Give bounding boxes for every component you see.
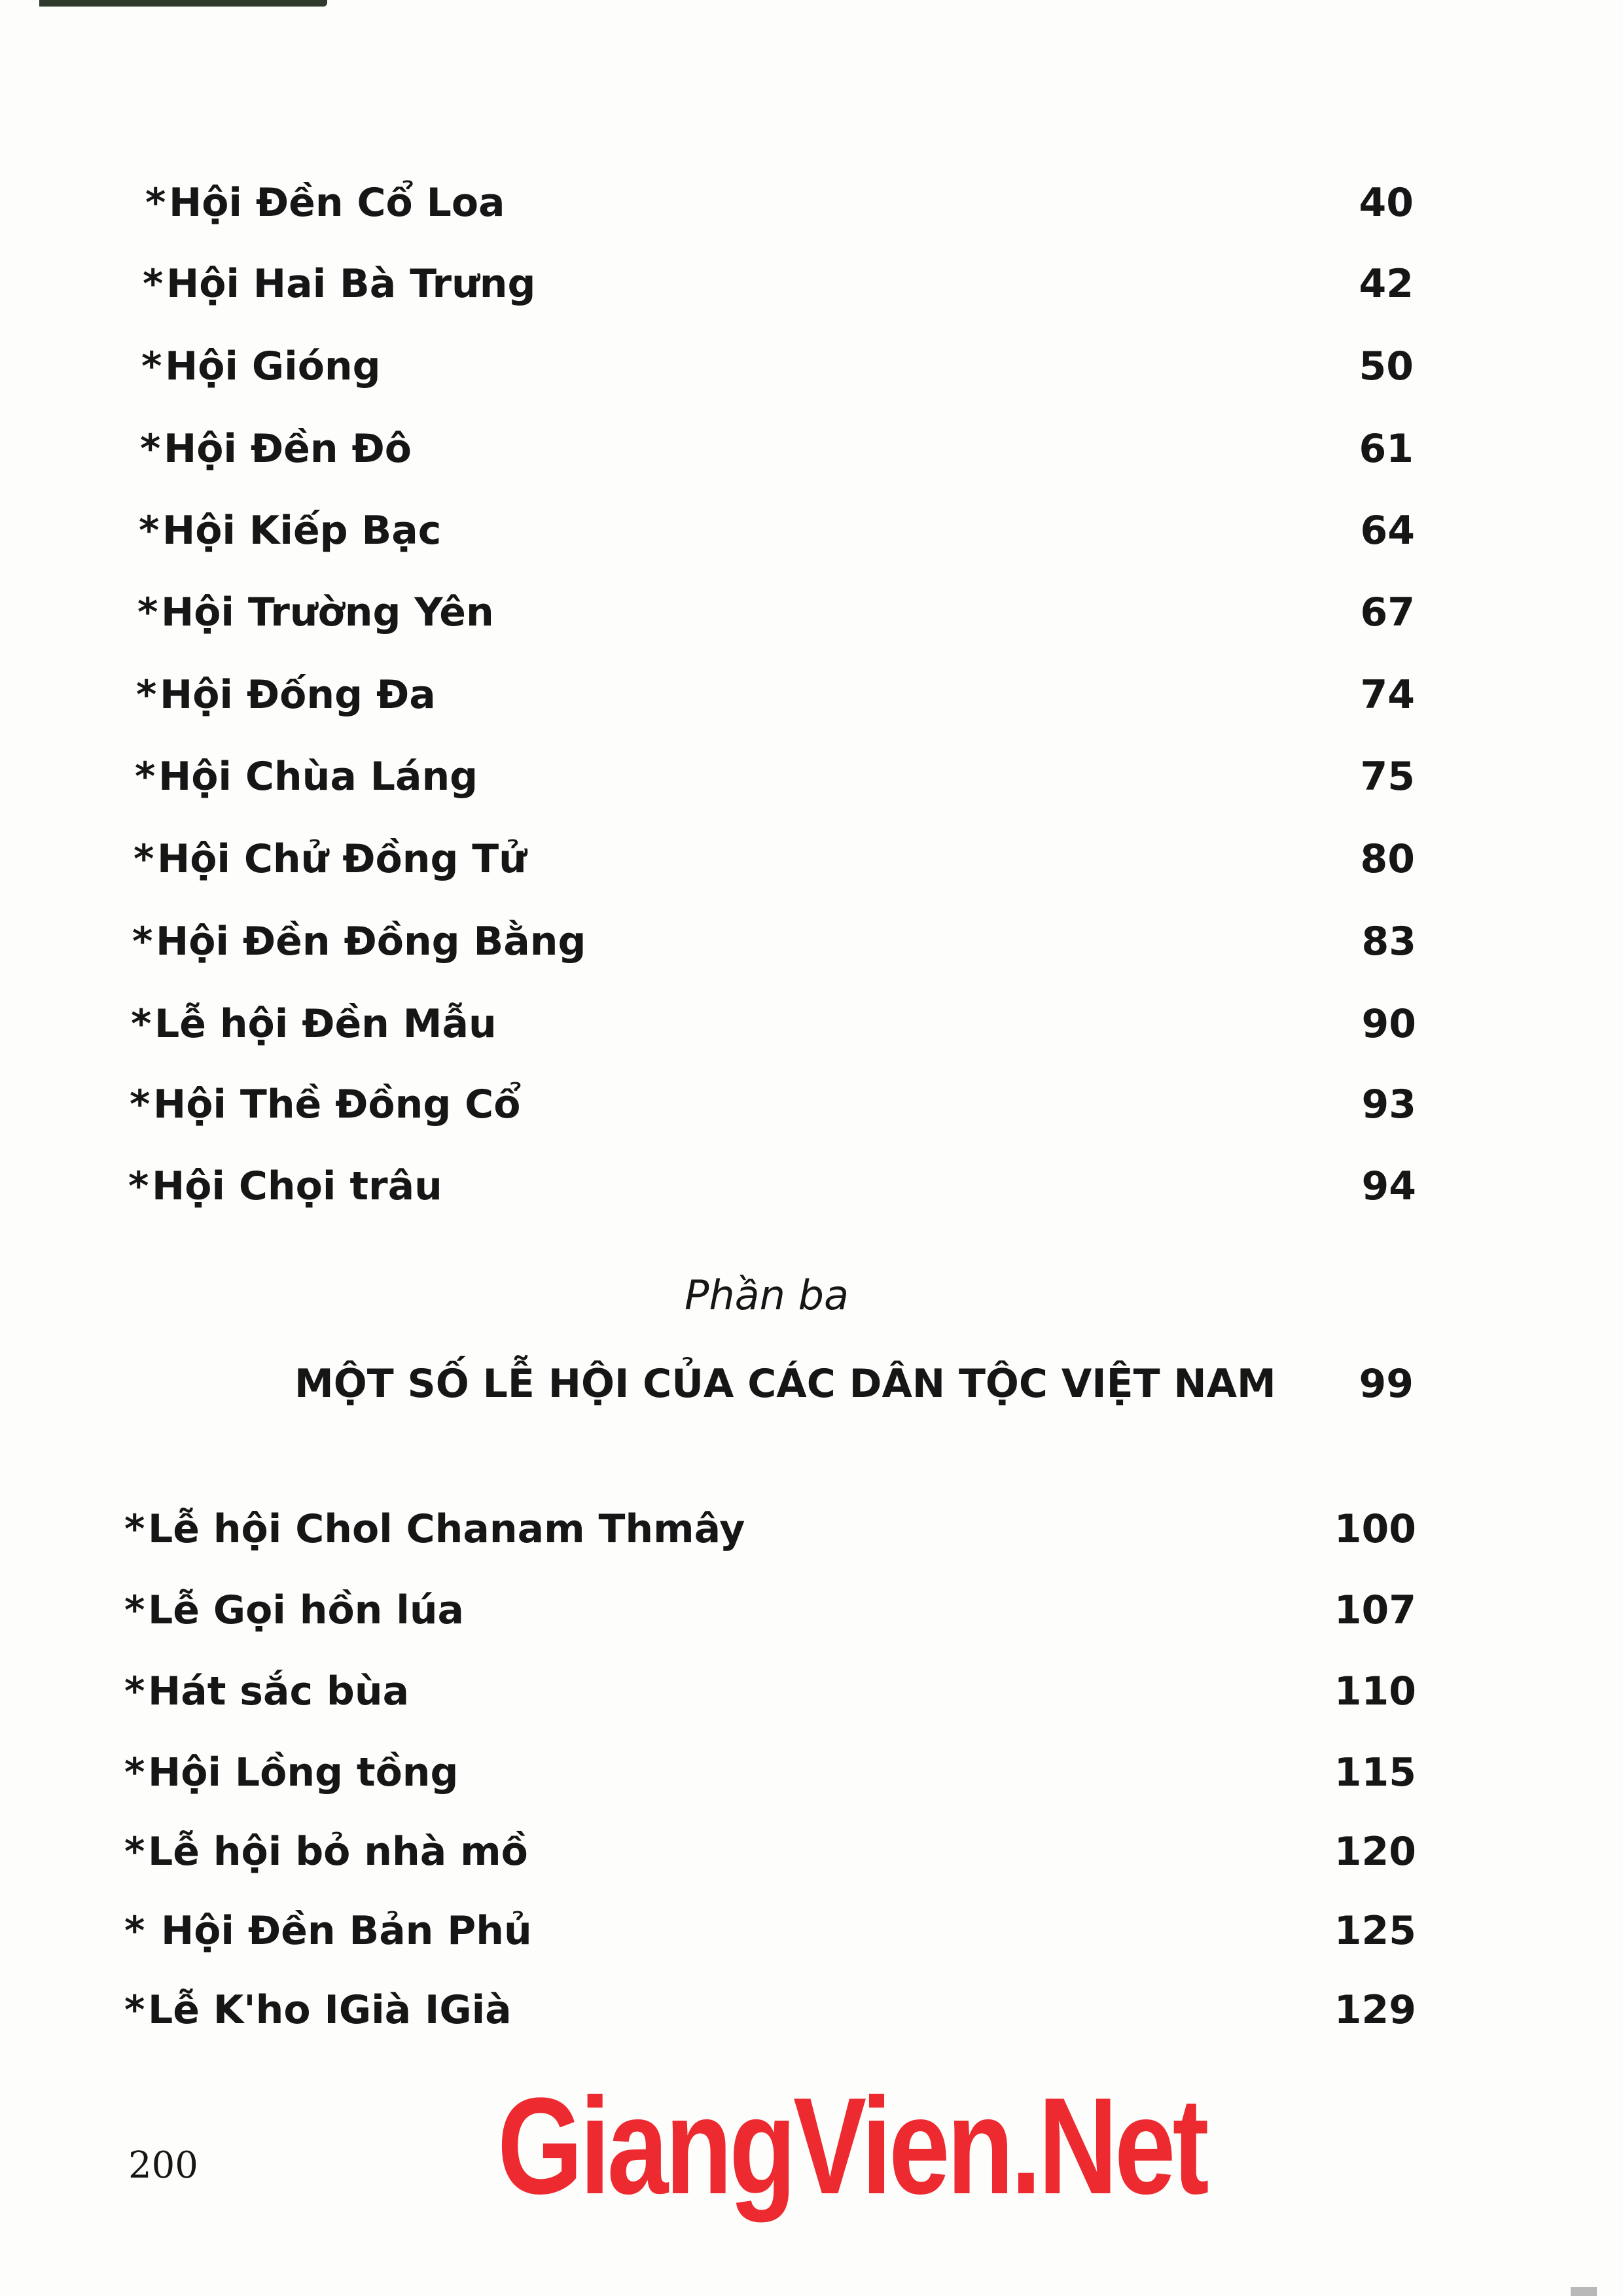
toc-entry — [128, 1157, 1416, 1216]
toc-entry — [137, 583, 1415, 642]
toc-entry-page: 67 — [1360, 590, 1415, 635]
toc-entry-title: *Hội Lồng tồng — [124, 1743, 458, 1802]
bullet-icon: * — [136, 672, 157, 718]
toc-entry — [139, 501, 1415, 560]
toc-entry-title: *Hát sắc bùa — [124, 1662, 409, 1721]
bullet-icon: * — [134, 836, 154, 882]
bullet-icon: * — [124, 1908, 145, 1954]
toc-entry-page: 125 — [1334, 1908, 1416, 1954]
bullet-icon: * — [132, 919, 153, 964]
toc-entry-title: *Lễ Gọi hồn lúa — [124, 1581, 464, 1640]
section-heading: MỘT SỐ LỄ HỘI CỦA CÁC DÂN TỘC VIỆT NAM — [294, 1361, 1276, 1407]
toc-entry-title: *Hội Chùa Láng — [135, 747, 478, 806]
toc-entry — [134, 830, 1415, 889]
toc-entry-page: 110 — [1334, 1669, 1416, 1714]
toc-entry-page: 129 — [1334, 1987, 1416, 2033]
toc-entry — [124, 1662, 1416, 1721]
toc-entry — [131, 995, 1416, 1053]
toc-entry — [135, 747, 1415, 806]
toc-entry-title: *Hội Thề Đồng Cổ — [130, 1075, 520, 1134]
toc-entry-page: 75 — [1360, 754, 1415, 800]
page-number: 200 — [128, 2144, 198, 2187]
toc-entry — [145, 173, 1414, 232]
section-page: 99 — [1359, 1361, 1414, 1407]
toc-entry — [124, 1581, 1416, 1640]
toc-entry-title: *Hội Chọi trâu — [128, 1157, 442, 1216]
toc-entry — [143, 255, 1414, 313]
toc-entry-title: *Lễ K'ho IGià IGià — [124, 1981, 512, 2040]
toc-entry-title: *Hội Kiếp Bạc — [139, 501, 441, 560]
toc-entry — [130, 1075, 1416, 1134]
toc-entry-title: *Hội Đền Cổ Loa — [145, 173, 505, 232]
bullet-icon: * — [124, 1506, 145, 1552]
toc-entry — [124, 1981, 1416, 2040]
toc-entry — [124, 1901, 1416, 1960]
toc-entry — [141, 337, 1414, 396]
toc-entry-page: 42 — [1359, 261, 1414, 307]
toc-entry-title: *Hội Đền Đồng Bằng — [132, 912, 586, 971]
section-label: Phần ba — [685, 1271, 849, 1319]
toc-entry-page: 64 — [1360, 508, 1415, 554]
toc-entry-title: * Hội Đền Bản Phủ — [124, 1901, 532, 1960]
bullet-icon: * — [124, 1829, 145, 1875]
toc-entry-page: 100 — [1334, 1506, 1416, 1552]
bullet-icon: * — [137, 590, 158, 635]
bullet-icon: * — [124, 1669, 145, 1714]
toc-entry-page: 90 — [1361, 1001, 1416, 1047]
bullet-icon: * — [143, 261, 164, 307]
toc-entry-page: 120 — [1334, 1829, 1416, 1875]
toc-entry-title: *Hội Trường Yên — [137, 583, 494, 642]
toc-entry — [132, 912, 1416, 971]
toc-entry-page: 94 — [1361, 1163, 1416, 1209]
toc-entry-page: 107 — [1334, 1587, 1416, 1633]
toc-entry-page: 83 — [1361, 919, 1416, 964]
bullet-icon: * — [130, 1082, 151, 1127]
bullet-icon: * — [128, 1163, 149, 1209]
toc-entry-title: *Lễ hội Chol Chanam Thmây — [124, 1500, 745, 1559]
bullet-icon: * — [139, 508, 160, 554]
toc-entry-page: 93 — [1361, 1082, 1416, 1127]
bullet-icon: * — [124, 1987, 145, 2033]
toc-entry-title: *Lễ hội bỏ nhà mồ — [124, 1822, 528, 1881]
toc-entry-page: 40 — [1359, 180, 1414, 226]
toc-entry-page: 80 — [1360, 836, 1415, 882]
toc-entry-page: 61 — [1359, 426, 1414, 472]
toc-entry-title: *Hội Chử Đồng Tử — [134, 830, 527, 889]
toc-entry-page: 50 — [1359, 344, 1414, 389]
toc-entry — [124, 1743, 1416, 1802]
toc-entry-title: *Hội Gióng — [141, 337, 381, 396]
toc-entry-page: 115 — [1334, 1750, 1416, 1795]
toc-entry — [140, 419, 1414, 478]
bullet-icon: * — [124, 1750, 145, 1795]
toc-entry — [124, 1822, 1416, 1881]
bullet-icon: * — [145, 180, 166, 226]
bullet-icon: * — [141, 344, 162, 389]
toc-entry — [124, 1500, 1416, 1559]
toc-entry-page: 74 — [1360, 672, 1415, 718]
bullet-icon: * — [135, 754, 156, 800]
corner-mark — [1571, 2287, 1597, 2296]
toc-entry-title: *Hội Đống Đa — [136, 665, 436, 724]
watermark: GiangVien.Net — [497, 2069, 1206, 2223]
toc-entry-title: *Hội Đền Đô — [140, 419, 412, 478]
bullet-icon: * — [140, 426, 161, 472]
toc-entry-title: *Lễ hội Đền Mẫu — [131, 995, 497, 1053]
bullet-icon: * — [124, 1587, 145, 1633]
toc-entry-title: *Hội Hai Bà Trưng — [143, 255, 535, 313]
toc-entry — [136, 665, 1415, 724]
bullet-icon: * — [131, 1001, 152, 1047]
